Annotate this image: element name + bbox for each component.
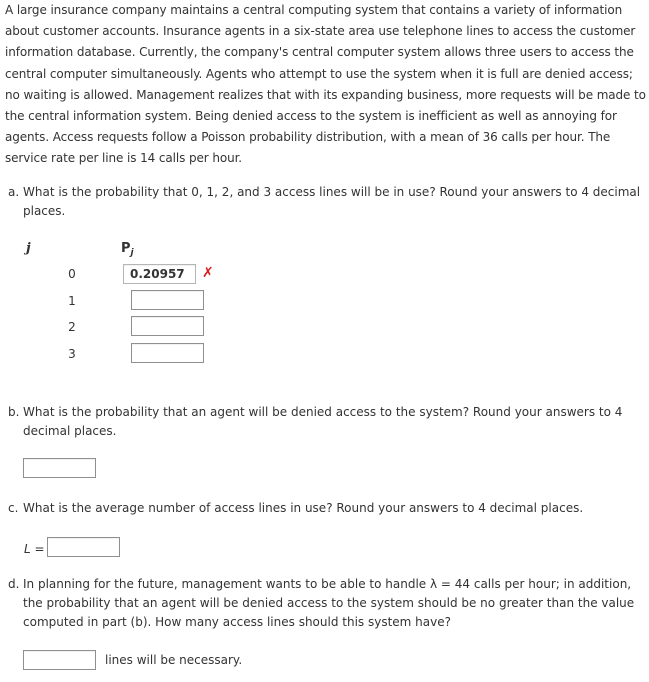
part-c-label: c. bbox=[8, 501, 19, 515]
column-header-p-subscript: j bbox=[130, 248, 134, 258]
row-j-3: 3 bbox=[68, 347, 76, 361]
row-j-2: 2 bbox=[68, 320, 76, 334]
p1-input[interactable] bbox=[131, 290, 204, 310]
part-a-question bbox=[8, 183, 644, 221]
part-b-text: What is the probability that an agent will be denied access to the system? Round your answers to 4 decimal places. bbox=[23, 405, 623, 438]
part-c-question bbox=[8, 499, 644, 518]
p2-input[interactable] bbox=[131, 316, 204, 336]
part-d-text: In planning for the future, management wants to be able to handle λ = 44 calls per hour; in addition, the probability that an agent will be denied access to the system should be no greater than the value computed in part (b). How many access lines should this system have? bbox=[23, 577, 635, 629]
part-b-question bbox=[8, 403, 644, 441]
column-header-p: P bbox=[121, 241, 131, 256]
p0-input[interactable] bbox=[123, 264, 196, 284]
column-header-j: j bbox=[26, 241, 31, 256]
part-d-label: d. bbox=[8, 577, 20, 591]
p3-input[interactable] bbox=[131, 343, 204, 363]
average-lines-input[interactable] bbox=[47, 537, 120, 557]
part-d-question bbox=[8, 575, 644, 632]
part-c-text: What is the average number of access lines in use? Round your answers to 4 decimal places. bbox=[23, 501, 584, 515]
denied-probability-input[interactable] bbox=[23, 458, 96, 478]
column-header-pj bbox=[121, 241, 134, 258]
problem-statement: A large insurance company maintains a central computing system that contains a variety of information about customer accounts. Insurance agents in a six-state area use telephone lines to access the customer information database. Currently, the company's central computer system allows three users to access the central computer simultaneously. Agents who attempt to use the system when it is full are denied access; no waiting is allowed. Management realizes that with its expanding business, more requests will be made to the central information system. Being denied access to the system is inefficient as well as annoying for agents. Access requests follow a Poisson probability distribution, with a mean of 36 calls per hour. The service rate per line is 14 calls per hour. bbox=[5, 3, 646, 166]
row-j-1: 1 bbox=[68, 294, 76, 308]
l-equals-label: L = bbox=[24, 542, 45, 556]
part-a-text: What is the probability that 0, 1, 2, and 3 access lines will be in use? Round your answers to 4 decimal places. bbox=[23, 185, 641, 218]
incorrect-icon: ✗ bbox=[202, 265, 214, 281]
access-lines-input[interactable] bbox=[23, 650, 96, 670]
row-j-0: 0 bbox=[68, 267, 76, 281]
part-a-label: a. bbox=[8, 185, 20, 199]
part-b-label: b. bbox=[8, 405, 20, 419]
lines-necessary-label: lines will be necessary. bbox=[105, 653, 243, 667]
